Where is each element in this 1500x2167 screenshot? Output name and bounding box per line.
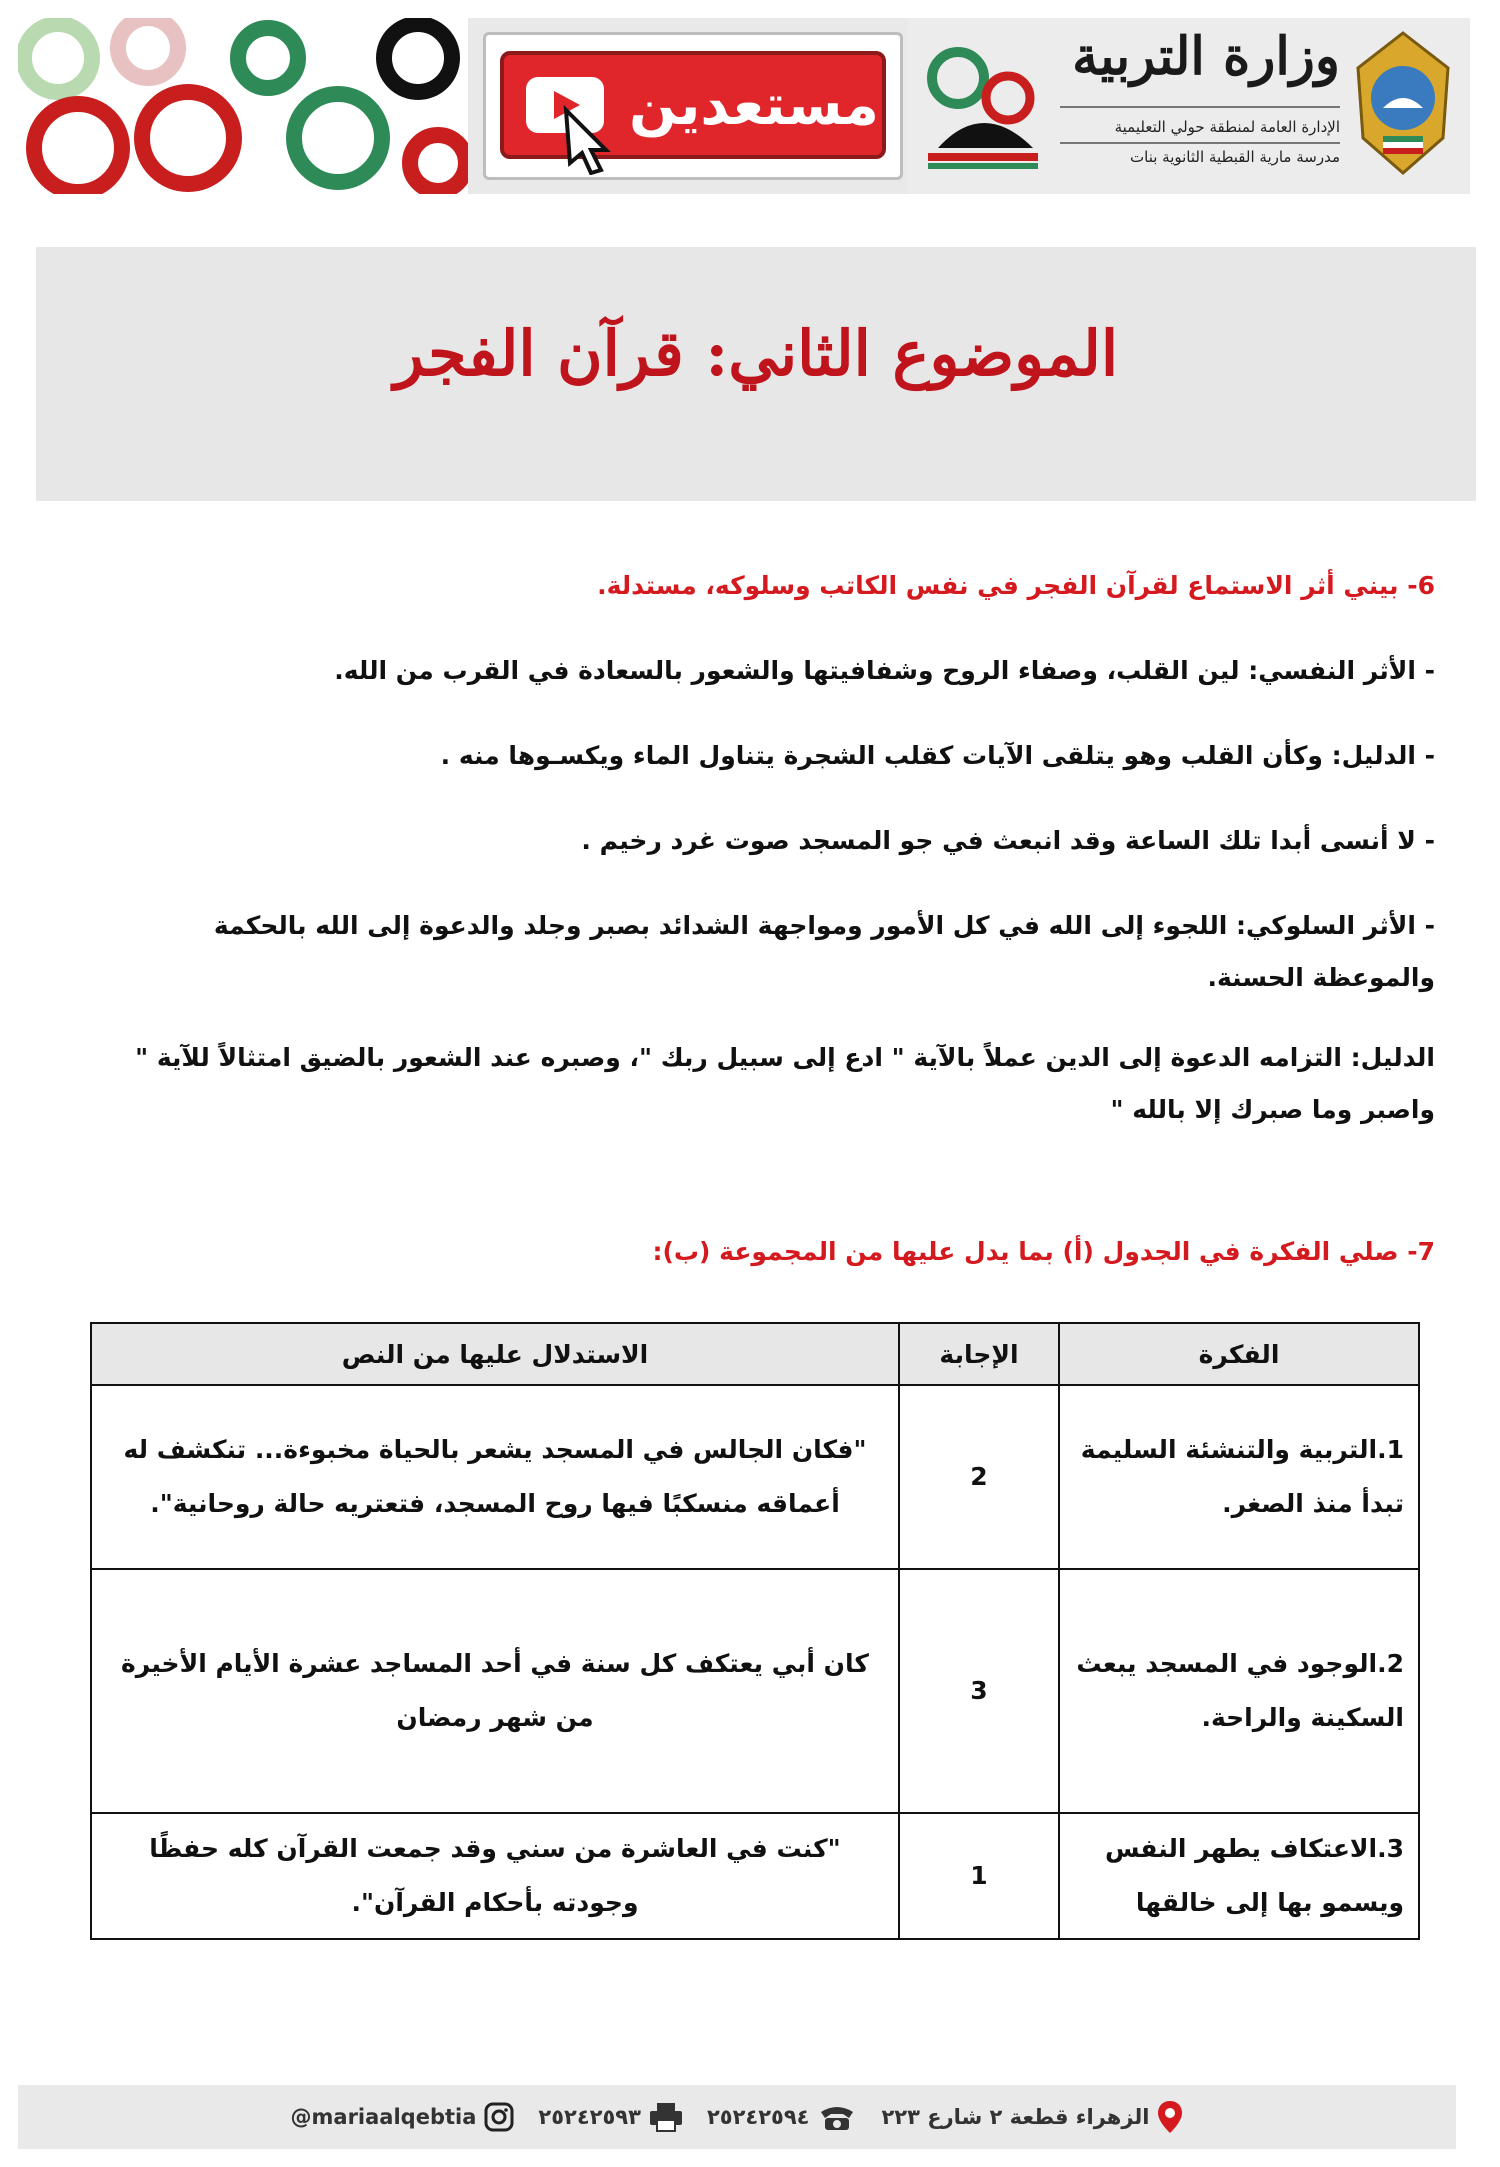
- gears-icon: [18, 18, 468, 194]
- gears-decoration: [18, 18, 468, 194]
- location-pin-icon: [1157, 2100, 1183, 2134]
- answer-cell: 2: [899, 1385, 1059, 1569]
- table-row: [91, 1813, 1419, 1939]
- ministry-divider: [1060, 142, 1340, 144]
- printer-fax-icon: [649, 2102, 683, 2132]
- footer-phone[interactable]: [707, 2102, 858, 2132]
- ministry-divider: [1060, 106, 1340, 108]
- question-6: 6- بيني أثر الاستماع لقرآن الفجر في نفس الكاتب وسلوكه، مستدلة.: [597, 571, 1435, 600]
- title-box: [36, 247, 1476, 501]
- column-header-answer: الإجابة: [899, 1323, 1059, 1385]
- telephone-icon: [817, 2102, 857, 2132]
- answer-cell: 1: [899, 1813, 1059, 1939]
- fax-text: ٢٥٢٤٢٥٩٣: [538, 2105, 641, 2129]
- answer-cell: 3: [899, 1569, 1059, 1813]
- behavioral-evidence: الدليل: التزامه الدعوة إلى الدين عملاً بالآية " ادع إلى سبيل ربك "، وصبره عند الشعور بالضيق امتثالاً للآية " واصبر وما صبرك إلا بالله ": [135, 1043, 1435, 1124]
- idea-cell: 2.الوجود في المسجد يبعث السكينة والراحة.: [1059, 1569, 1419, 1813]
- address-text: الزهراء قطعة ٢ شارع ٢٢٣: [881, 2105, 1150, 2129]
- column-header-evidence: الاستدلال عليها من النص: [91, 1323, 899, 1385]
- column-header-idea: الفكرة: [1059, 1323, 1419, 1385]
- youtube-channel-label: مستعدين: [629, 73, 879, 138]
- question-7: 7- صلي الفكرة في الجدول (أ) بما يدل عليها من المجموعة (ب):: [652, 1237, 1435, 1266]
- evidence-cell: "فكان الجالس في المسجد يشعر بالحياة مخبوءة... تنكشف له أعماقه منسكبًا فيها روح المسجد، فتعتريه حالة روحانية".: [91, 1385, 899, 1569]
- footer-instagram[interactable]: [291, 2102, 515, 2132]
- footer-contact-bar: [18, 2085, 1456, 2149]
- table-row: [91, 1385, 1419, 1569]
- instagram-icon: [484, 2102, 514, 2132]
- table-row: [91, 1569, 1419, 1813]
- behavioral-effect: - الأثر السلوكي: اللجوء إلى الله في كل الأمور ومواجهة الشدائد بصبر وجلد والدعوة إلى الله بالحكمة والموعظة الحسنة.: [213, 911, 1435, 992]
- ministry-subtitle: الإدارة العامة لمنطقة حولي التعليمية: [1114, 118, 1340, 136]
- pointer-hand-icon: [556, 105, 626, 175]
- kuwait-emblem-icon: [1348, 28, 1458, 178]
- phone-text: ٢٥٢٤٢٥٩٤: [706, 2105, 810, 2129]
- footer-fax[interactable]: [538, 2102, 683, 2132]
- psychological-evidence: - الدليل: وكأن القلب وهو يتلقى الآيات كقلب الشجرة يتناول الماء ويكسـوها منه .: [440, 741, 1435, 770]
- idea-cell: 1.التربية والتنشئة السليمة تبدأ منذ الصغر.: [1059, 1385, 1419, 1569]
- school-logo-icon: [918, 38, 1048, 178]
- instagram-handle: @mariaalqebtia: [290, 2105, 477, 2129]
- evidence-cell: "كنت في العاشرة من سني وقد جمعت القرآن كله حفظًا وجودته بأحكام القرآن".: [91, 1813, 899, 1939]
- matching-table: [90, 1322, 1420, 1940]
- ministry-logo-area: [908, 18, 1470, 194]
- header-banner: [18, 18, 1470, 194]
- page-title: الموضوع الثاني: قرآن الفجر: [393, 317, 1119, 390]
- youtube-channel-button[interactable]: [483, 32, 903, 180]
- idea-cell: 3.الاعتكاف يطهر النفس ويسمو بها إلى خالقها: [1059, 1813, 1419, 1939]
- school-name: مدرسة مارية القبطية الثانوية بنات: [1130, 148, 1340, 166]
- ministry-title: وزارة التربية: [1072, 26, 1340, 87]
- psychological-effect: - الأثر النفسي: لين القلب، وصفاء الروح وشفافيتها والشعور بالسعادة في القرب من الله.: [334, 656, 1435, 685]
- table-header-row: [91, 1323, 1419, 1385]
- evidence-cell: كان أبي يعتكف كل سنة في أحد المساجد عشرة الأيام الأخيرة من شهر رمضان: [91, 1569, 899, 1813]
- footer-address: [881, 2100, 1183, 2134]
- psychological-evidence-2: - لا أنسى أبدا تلك الساعة وقد انبعث في جو المسجد صوت غرد رخيم .: [581, 826, 1435, 855]
